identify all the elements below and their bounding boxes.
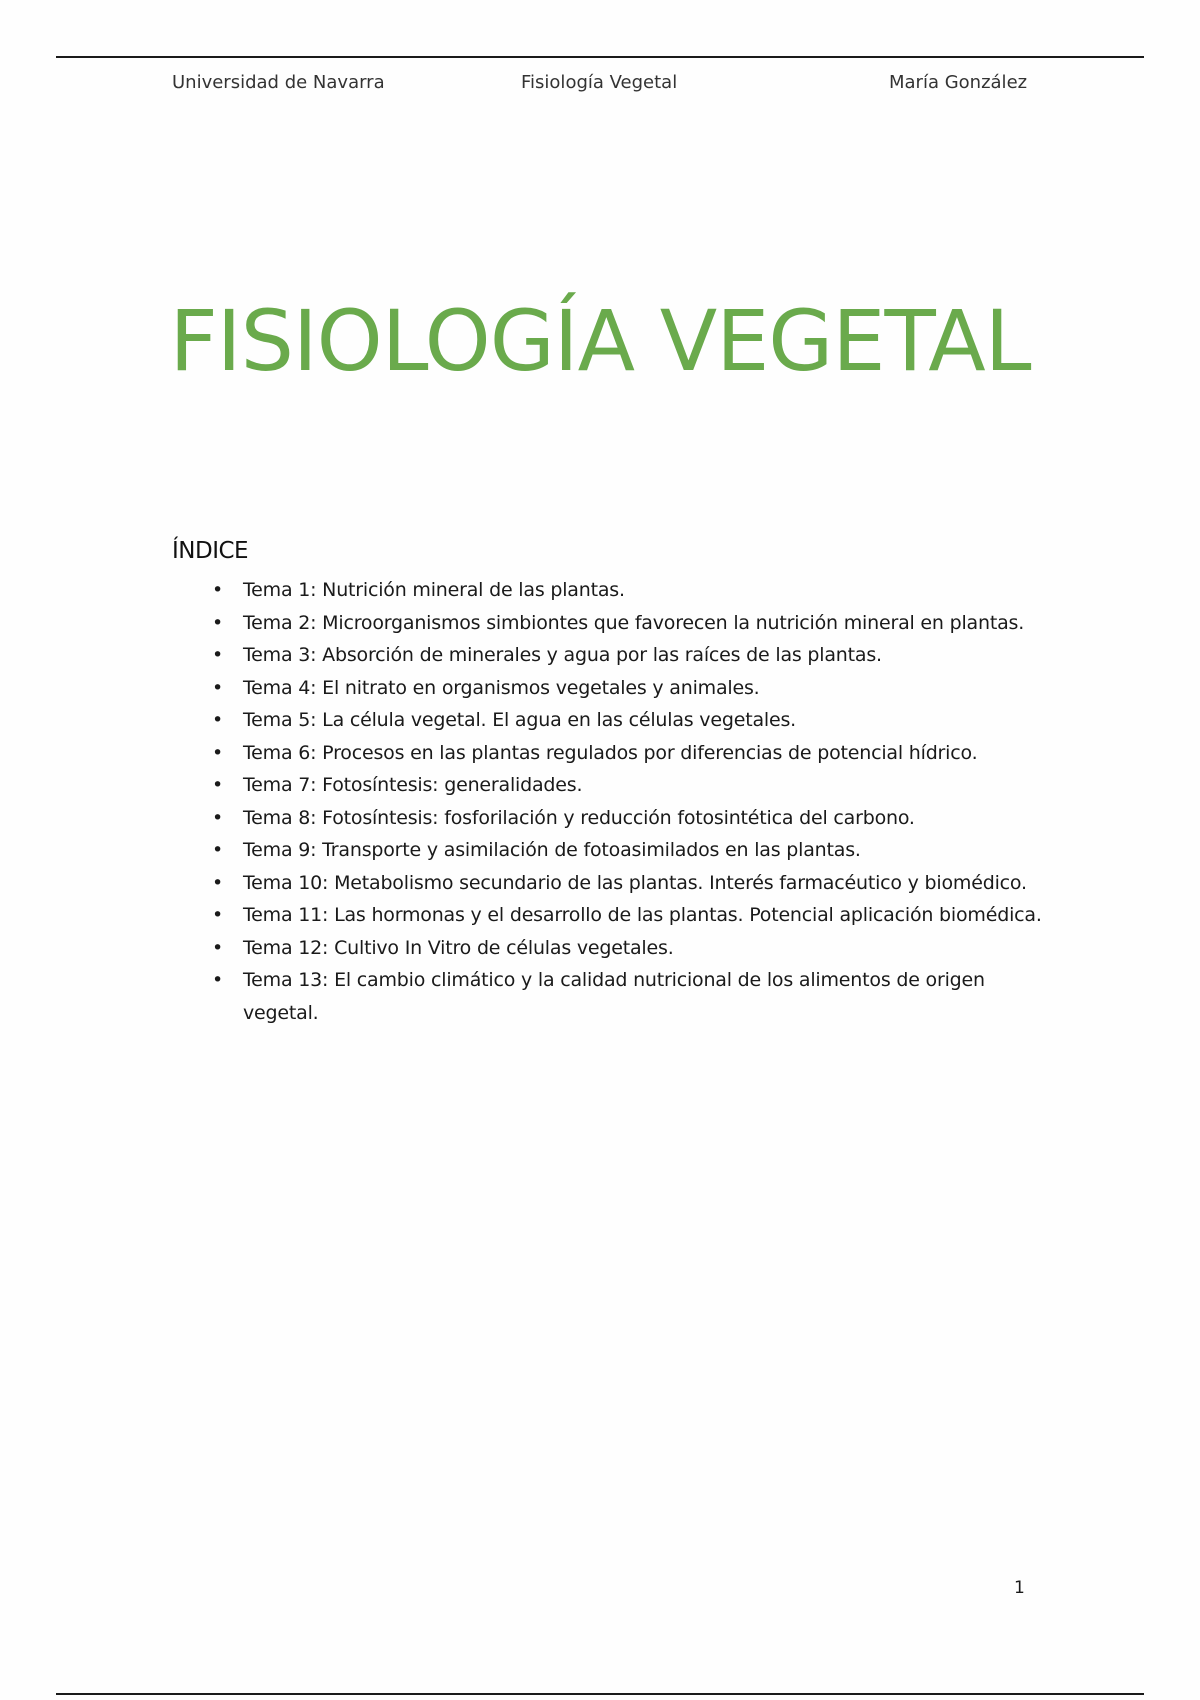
header-author: María González: [889, 72, 1028, 93]
header-rule: [56, 56, 1144, 58]
toc-item-text: Tema 7: Fotosíntesis: generalidades.: [243, 774, 583, 796]
toc-item-text: Tema 2: Microorganismos simbiontes que favorecen la nutrición mineral en plantas.: [243, 611, 1025, 634]
toc-item-text: Tema 6: Procesos en las plantas regulados por diferencias de potencial hídrico.: [243, 741, 978, 764]
toc-item-11: [172, 899, 1052, 932]
bullet-icon: •: [212, 579, 224, 601]
toc-item-text: Tema 12: Cultivo In Vitro de células vegetales.: [243, 936, 674, 959]
toc-heading: ÍNDICE: [172, 538, 249, 564]
toc-item-6: [172, 737, 1052, 770]
bullet-icon: •: [212, 806, 224, 829]
bullet-icon: •: [212, 611, 224, 634]
toc-item-text: Tema 5: La célula vegetal. El agua en las células vegetales.: [243, 709, 796, 731]
bullet-icon: •: [212, 936, 224, 959]
toc-item-text: Tema 11: Las hormonas y el desarrollo de las plantas. Potencial aplicación biomédica.: [243, 904, 1042, 926]
bullet-icon: •: [212, 741, 224, 764]
toc-item-12: [172, 932, 1052, 965]
toc-item-10: [172, 867, 1052, 900]
toc-item-2: [172, 607, 1052, 640]
header-institution: Universidad de Navarra: [172, 72, 385, 93]
toc-item-7: [172, 769, 1052, 802]
toc-list: [172, 574, 1052, 1029]
bullet-icon: •: [212, 709, 224, 731]
toc-item-1: [172, 574, 1052, 607]
toc-item-text: Tema 8: Fotosíntesis: fosforilación y reducción fotosintética del carbono.: [243, 806, 915, 829]
header-subject: Fisiología Vegetal: [521, 72, 678, 93]
toc-item-4: [172, 672, 1052, 705]
bullet-icon: •: [212, 644, 224, 666]
toc-item-5: [172, 704, 1052, 737]
bullet-icon: •: [212, 904, 224, 926]
toc-item-13: [172, 964, 1052, 1029]
page-number: 1: [1014, 1578, 1025, 1598]
bullet-icon: •: [212, 871, 224, 894]
toc-item-text: Tema 1: Nutrición mineral de las plantas.: [243, 579, 625, 601]
toc-item-8: [172, 802, 1052, 835]
bullet-icon: •: [212, 969, 224, 991]
bullet-icon: •: [212, 676, 224, 699]
toc-item-3: [172, 639, 1052, 672]
toc-item-text: Tema 10: Metabolismo secundario de las plantas. Interés farmacéutico y biomédico.: [243, 871, 1027, 894]
bullet-icon: •: [212, 774, 224, 796]
document-title: FISIOLOGÍA VEGETAL: [169, 292, 1031, 390]
toc-item-9: [172, 834, 1052, 867]
bullet-icon: •: [212, 839, 224, 861]
toc-item-text: Tema 13: El cambio climático y la calidad nutricional de los alimentos de origen vegetal.: [243, 969, 985, 1024]
footer-rule: [56, 1693, 1144, 1695]
toc-item-text: Tema 3: Absorción de minerales y agua por las raíces de las plantas.: [243, 644, 882, 666]
toc-item-text: Tema 4: El nitrato en organismos vegetales y animales.: [243, 676, 760, 699]
toc-item-text: Tema 9: Transporte y asimilación de fotoasimilados en las plantas.: [243, 839, 861, 861]
